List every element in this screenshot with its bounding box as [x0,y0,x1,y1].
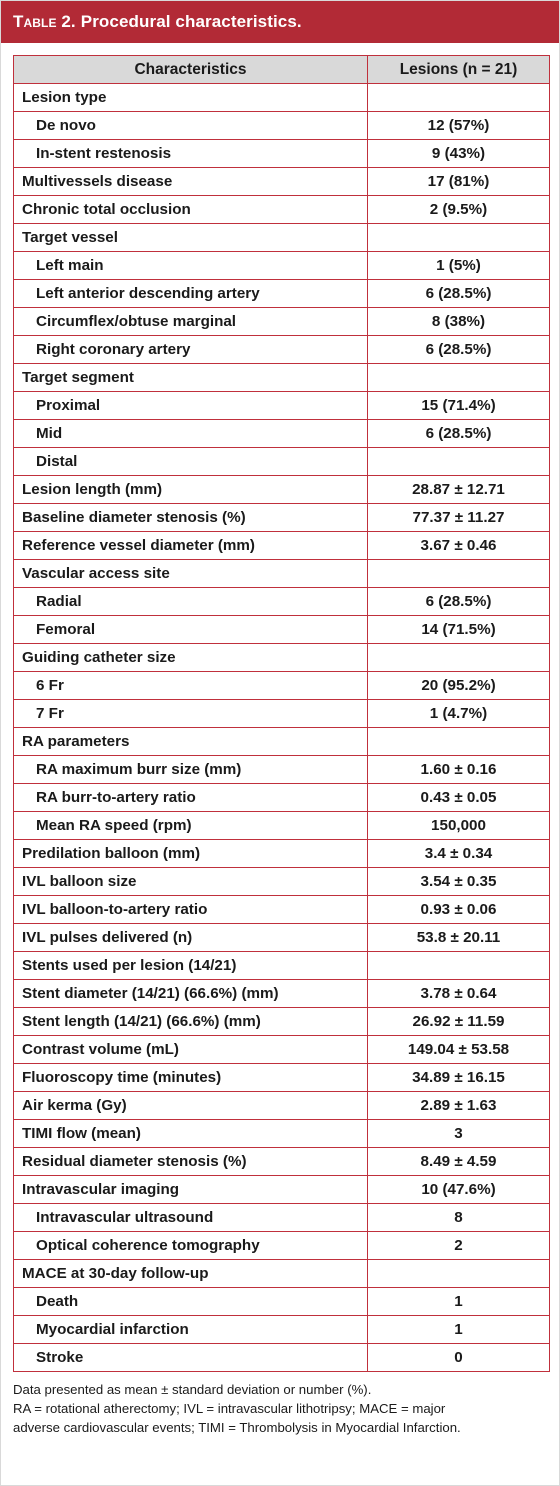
table-row [14,812,550,840]
row-label: Chronic total occlusion [14,196,368,224]
row-value [368,560,550,588]
row-value: 1.60 ± 0.16 [368,756,550,784]
table-row [14,112,550,140]
table-row [14,1176,550,1204]
table-row [14,1008,550,1036]
row-label: Lesion type [14,84,368,112]
row-value: 10 (47.6%) [368,1176,550,1204]
table-row [14,84,550,112]
row-value [368,448,550,476]
table-row [14,700,550,728]
row-label: Predilation balloon (mm) [14,840,368,868]
row-value: 3.67 ± 0.46 [368,532,550,560]
row-value: 20 (95.2%) [368,672,550,700]
table-row [14,672,550,700]
row-value: 8 [368,1204,550,1232]
row-value: 2 [368,1232,550,1260]
row-label: Residual diameter stenosis (%) [14,1148,368,1176]
row-label: RA maximum burr size (mm) [14,756,368,784]
row-label: Right coronary artery [14,336,368,364]
row-value: 6 (28.5%) [368,280,550,308]
table-row [14,1092,550,1120]
row-value: 149.04 ± 53.58 [368,1036,550,1064]
table-row [14,1316,550,1344]
table-row [14,756,550,784]
row-label: Fluoroscopy time (minutes) [14,1064,368,1092]
table-row [14,504,550,532]
row-value: 14 (71.5%) [368,616,550,644]
table-body [14,84,550,1372]
row-label: Radial [14,588,368,616]
row-value: 3 [368,1120,550,1148]
row-value: 8 (38%) [368,308,550,336]
table-number: Table 2. [13,12,76,31]
row-label: RA parameters [14,728,368,756]
table-row [14,252,550,280]
row-value: 8.49 ± 4.59 [368,1148,550,1176]
table-row [14,588,550,616]
row-label: Intravascular imaging [14,1176,368,1204]
table-row [14,952,550,980]
table-row [14,560,550,588]
row-label: Air kerma (Gy) [14,1092,368,1120]
table-row [14,784,550,812]
table-row [14,840,550,868]
row-label: IVL balloon size [14,868,368,896]
row-label: Guiding catheter size [14,644,368,672]
table-row [14,336,550,364]
row-value: 6 (28.5%) [368,336,550,364]
row-value [368,728,550,756]
table-row [14,308,550,336]
table-row [14,896,550,924]
row-label: Left main [14,252,368,280]
row-label: Vascular access site [14,560,368,588]
row-label: 6 Fr [14,672,368,700]
row-label: Optical coherence tomography [14,1232,368,1260]
row-label: Proximal [14,392,368,420]
row-value: 9 (43%) [368,140,550,168]
row-label: Reference vessel diameter (mm) [14,532,368,560]
row-label: Contrast volume (mL) [14,1036,368,1064]
row-label: Mid [14,420,368,448]
row-value: 3.4 ± 0.34 [368,840,550,868]
footnote-line: RA = rotational atherectomy; IVL = intravascular lithotripsy; MACE = major [13,1401,446,1416]
row-label: IVL balloon-to-artery ratio [14,896,368,924]
table-row [14,448,550,476]
row-value: 6 (28.5%) [368,588,550,616]
row-value: 0.43 ± 0.05 [368,784,550,812]
row-value [368,952,550,980]
row-label: 7 Fr [14,700,368,728]
row-label: TIMI flow (mean) [14,1120,368,1148]
table-row [14,1036,550,1064]
row-label: MACE at 30-day follow-up [14,1260,368,1288]
row-value: 6 (28.5%) [368,420,550,448]
table-caption: Procedural characteristics. [80,12,302,31]
row-label: Stent length (14/21) (66.6%) (mm) [14,1008,368,1036]
table-row [14,1288,550,1316]
row-label: Distal [14,448,368,476]
table-header-row [14,56,550,84]
row-value: 12 (57%) [368,112,550,140]
row-label: Death [14,1288,368,1316]
row-label: Myocardial infarction [14,1316,368,1344]
row-value: 26.92 ± 11.59 [368,1008,550,1036]
row-value: 53.8 ± 20.11 [368,924,550,952]
row-label: Stent diameter (14/21) (66.6%) (mm) [14,980,368,1008]
table-row [14,224,550,252]
row-value: 2 (9.5%) [368,196,550,224]
row-value: 0.93 ± 0.06 [368,896,550,924]
table-row [14,140,550,168]
table-row [14,728,550,756]
row-value [368,364,550,392]
procedural-characteristics-table [13,55,550,1372]
table-title [1,1,559,43]
row-value: 2.89 ± 1.63 [368,1092,550,1120]
table-row [14,392,550,420]
row-label: Target vessel [14,224,368,252]
footnote-line: Data presented as mean ± standard deviation or number (%). [13,1382,372,1397]
row-value: 17 (81%) [368,168,550,196]
row-value [368,84,550,112]
row-label: Target segment [14,364,368,392]
table-row [14,1148,550,1176]
row-label: RA burr-to-artery ratio [14,784,368,812]
header-lesions: Lesions (n = 21) [368,56,550,84]
row-value: 1 (5%) [368,252,550,280]
row-value [368,224,550,252]
row-label: Circumflex/obtuse marginal [14,308,368,336]
row-value: 1 [368,1288,550,1316]
table-row [14,420,550,448]
row-value: 15 (71.4%) [368,392,550,420]
table-row [14,476,550,504]
table-row [14,1260,550,1288]
row-label: IVL pulses delivered (n) [14,924,368,952]
table-row [14,1120,550,1148]
table-row [14,168,550,196]
table-row [14,280,550,308]
row-value: 77.37 ± 11.27 [368,504,550,532]
table-row [14,1232,550,1260]
table-row [14,1204,550,1232]
row-value: 1 [368,1316,550,1344]
row-value: 1 (4.7%) [368,700,550,728]
row-label: Lesion length (mm) [14,476,368,504]
row-label: De novo [14,112,368,140]
row-label: Stents used per lesion (14/21) [14,952,368,980]
row-label: Mean RA speed (rpm) [14,812,368,840]
table-row [14,616,550,644]
table-row [14,868,550,896]
row-value: 3.54 ± 0.35 [368,868,550,896]
row-value: 34.89 ± 16.15 [368,1064,550,1092]
row-value: 3.78 ± 0.64 [368,980,550,1008]
table-row [14,196,550,224]
table-row [14,644,550,672]
table-row [14,980,550,1008]
row-label: Multivessels disease [14,168,368,196]
row-value: 28.87 ± 12.71 [368,476,550,504]
row-label: Stroke [14,1344,368,1372]
header-characteristics: Characteristics [14,56,368,84]
row-label: In-stent restenosis [14,140,368,168]
row-label: Femoral [14,616,368,644]
table-row [14,924,550,952]
row-label: Left anterior descending artery [14,280,368,308]
table-row [14,1064,550,1092]
footnote-line: adverse cardiovascular events; TIMI = Thrombolysis in Myocardial Infarction. [13,1420,461,1435]
table-row [14,1344,550,1372]
row-label: Intravascular ultrasound [14,1204,368,1232]
row-value: 0 [368,1344,550,1372]
table-footnotes [1,1372,559,1437]
row-value [368,1260,550,1288]
table-row [14,364,550,392]
table-row [14,532,550,560]
row-value: 150,000 [368,812,550,840]
row-value [368,644,550,672]
row-label: Baseline diameter stenosis (%) [14,504,368,532]
